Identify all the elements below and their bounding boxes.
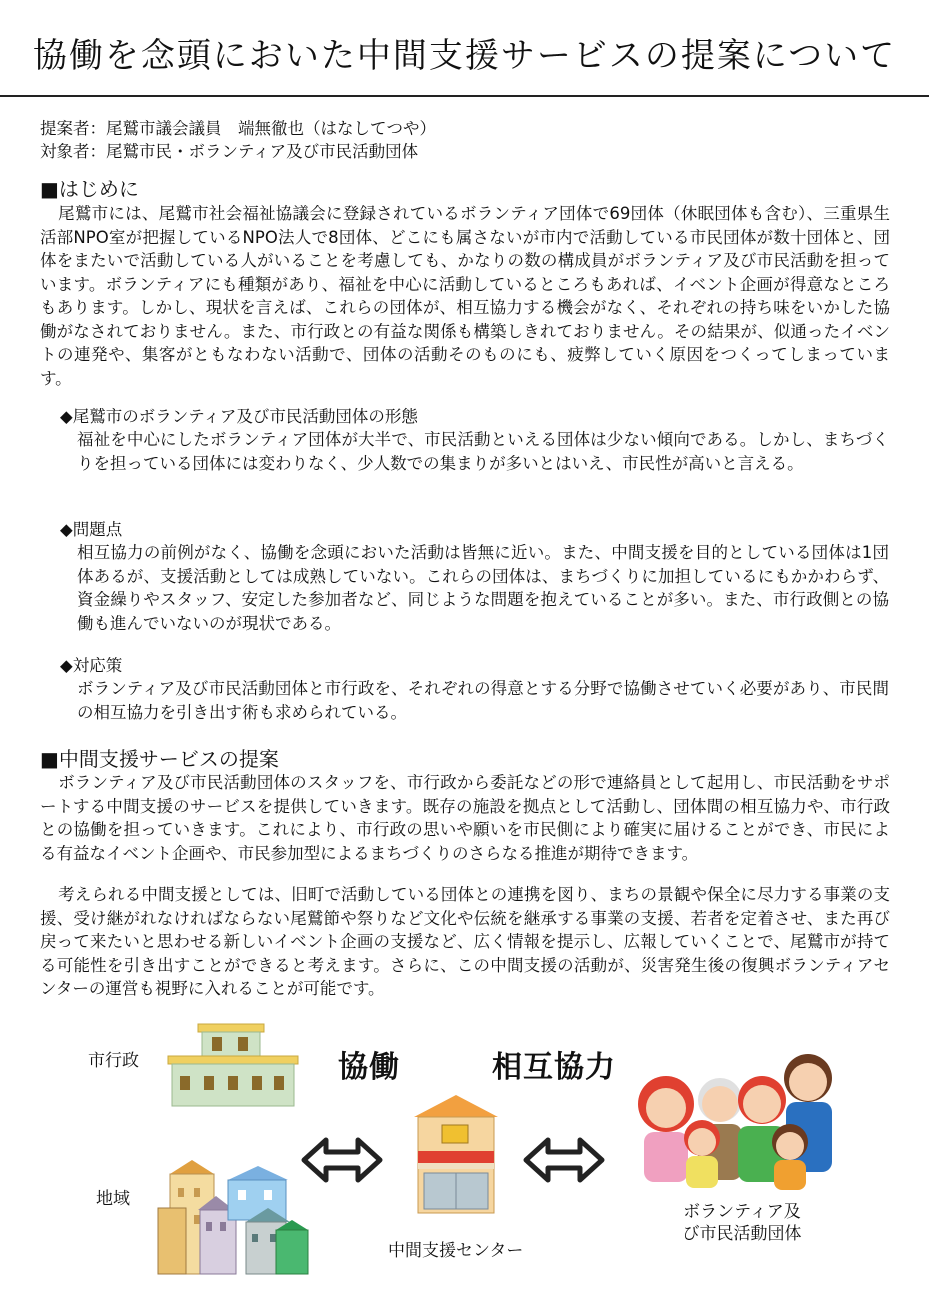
support-center-label: 中間支援センター [388, 1241, 524, 1261]
region-label: 地域 [96, 1189, 130, 1209]
page-title: 協働を念頭においた中間支援サービスの提案について [32, 36, 897, 76]
proposer-line: 提案者：尾鷲市議会議員 端無徹也（はなしてつや） [40, 119, 436, 138]
subsection-heading-measures: ◆対応策 [60, 656, 123, 675]
title-divider [0, 95, 929, 97]
intro-heading: ■はじめに [40, 177, 139, 201]
intro-body: 尾鷲市には、尾鷲市社会福祉協議会に登録されているボランティア団体で69団体（休眠団体も含む）、三重県生活部NPO室が把握しているNPO法人で8団体、どこにも属さないが市内で活動している市民団体が数十団体と、団体をまたいで活動している人がいることを考慮しても、かなりの数の構成員がボランティア及び市民活動を担っています。ボランティアにも種類があり、福祉を中心に活動しているところもあれば、イベント企画が得意なところもあります。しかし、現状を言えば、これらの団体が、相互協力する機会がなく、それぞれの持ち味をいかした協働がなされておりません。また、市行政との有益な関係も構築しきれておりません。その結果が、似通ったイベントの連発や、集客がともなわない活動で、団体の活動そのものにも、疲弊していく原因をつくってしまっています。 [40, 204, 890, 388]
subsection-body-forms: 福祉を中心にしたボランティア団体が大半で、市民活動といえる団体は少ない傾向である。しかし、まちづくりを担っている団体には変わりなく、少人数での集まりが多いとはいえ、市民性が高いと言える。 [77, 430, 889, 473]
volunteer-label-line2: び市民活動団体 [682, 1224, 802, 1244]
proposal-paragraph-2: 考えられる中間支援としては、旧町で活動している団体との連携を図り、まちの景観や保全に尽力する事業の支援、受け継がれなければならない尾鷲節や祭りなど文化や伝統を継承する事業の支援、若者を定着させ、また再び戻って来たいと思わせる新しいイベント企画の支援など、広く情報を提示し、広報していくことで、尾鷲市が持てる可能性を引き出すことができると考えます。さらに、この中間支援の活動が、災害発生後の復興ボランティアセンターの運営も視野に入れることが可能です。 [40, 885, 890, 998]
meta-info [40, 117, 436, 163]
mutual-cooperation-label: 相互協力 [492, 1050, 616, 1085]
city-hall-icon [168, 1024, 298, 1106]
people-group-icon [632, 1052, 832, 1192]
proposal-paragraph-1: ボランティア及び市民活動団体のスタッフを、市行政から委託などの形で連絡員として起用し、市民活動をサポートする中間支援のサービスを提供していきます。既存の施設を拠点として活動し、団体間の相互協力や、市行政との協働を担っていきます。これにより、市行政の思いや願いを市民側により確実に届けることができ、市民による有益なイベント企画や、市民参加型によるまちづくりのさらなる推進が期待できます。 [40, 773, 890, 863]
town-icon [158, 1160, 308, 1280]
subsection-heading-forms: ◆尾鷲市のボランティア及び市民活動団体の形態 [60, 407, 418, 426]
support-center-icon [414, 1095, 498, 1213]
cooperation-label: 協働 [338, 1050, 400, 1085]
subsection-body-problems: 相互協力の前例がなく、協働を念頭においた活動は皆無に近い。また、中間支援を目的としている団体は1団体あるが、支援活動としては成熟していない。これらの団体は、まちづくりに加担しているにもかかわらず、資金繰りやスタッフ、安定した参加者など、同じような問題を抱えていることが多い。また、市行政側との協働も進んでいないのが現状である。 [77, 543, 889, 633]
volunteer-label-line1: ボランティア及 [683, 1202, 801, 1222]
city-hall-label: 市行政 [88, 1051, 139, 1071]
proposal-heading: ■中間支援サービスの提案 [40, 747, 279, 771]
subsection-body-measures: ボランティア及び市民活動団体と市行政を、それぞれの得意とする分野で協働させていく必要があり、市民間の相互協力を引き出す術も求められている。 [77, 679, 889, 722]
target-line: 対象者：尾鷲市民・ボランティア及び市民活動団体 [40, 142, 419, 161]
bidirectional-arrow-icon [302, 1138, 382, 1182]
subsection-heading-problems: ◆問題点 [60, 520, 123, 539]
volunteer-label [672, 1201, 812, 1245]
bidirectional-arrow-icon [524, 1138, 604, 1182]
